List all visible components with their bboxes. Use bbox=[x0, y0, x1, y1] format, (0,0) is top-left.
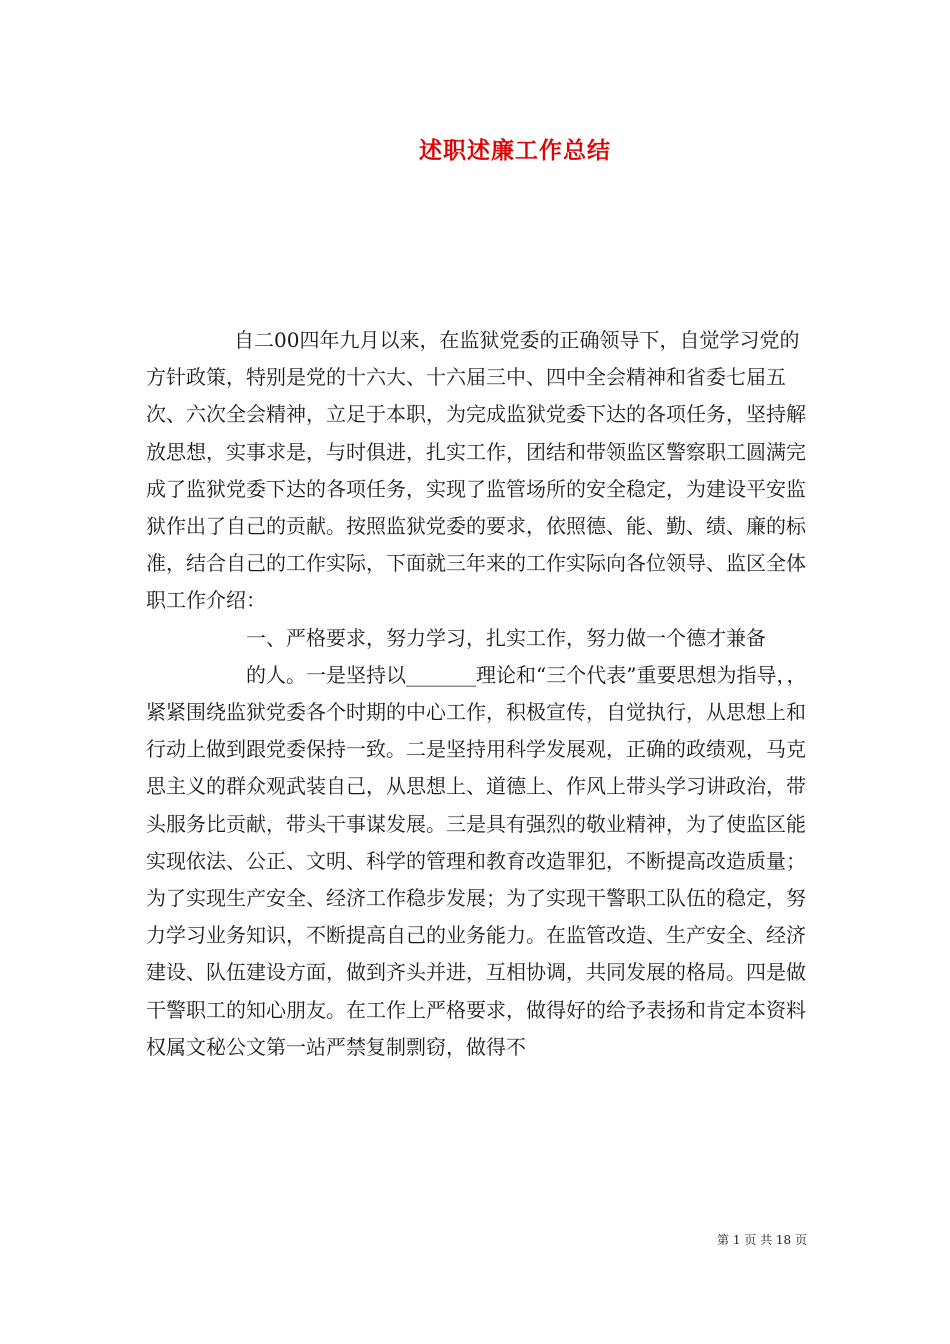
paragraph-section-1: 的人。一是坚持以_______理论和“三个代表”重要思想为指导，，紧紧围绕监狱党委各个时期的中心工作，积极宣传，自觉执行，从思想上和行动上做到跟党委保持一致。二是坚持用科学发展观，正确的政绩观，马克思主义的群众观武装自己，从思想上、道德上、作风上带头学习讲政治，带头服务比贡献，带头干事谋发展。三是具有强烈的敬业精神，为了使监区能实现依法、公正、文明、科学的管理和教育改造罪犯，不断提高改造质量；为了实现生产安全、经济工作稳步发展；为了实现干警职工队伍的稳定，努力学习业务知识，不断提高自己的业务能力。在监管改造、生产安全、经济建设、队伍建设方面，做到齐头并进，互相协调，共同发展的格局。四是做干警职工的知心朋友。在工作上严格要求，做得好的给予表扬和肯定本资料权属文秘公文第一站严禁复制剽窃，做得不 bbox=[146, 662, 807, 1059]
document-title: 述职述廉工作总结 bbox=[419, 137, 611, 164]
page-footer: 第 1 页 共 18 页 bbox=[717, 1233, 807, 1247]
section-heading-1: 一、严格要求，努力学习，扎实工作，努力做一个德才兼备 bbox=[246, 625, 766, 650]
document-body bbox=[146, 322, 810, 1066]
paragraph-intro: 自二00四年九月以来，在监狱党委的正确领导下，自觉学习党的方针政策，特别是党的十六大、十六届三中、四中全会精神和省委七届五次、六次全会精神，立足于本职，为完成监狱党委下达的各项任务，坚持解放思想，实事求是，与时俱进，扎实工作，团结和带领监区警察职工圆满完成了监狱党委下达的各项任务，实现了监管场所的安全稳定，为建设平安监狱作出了自己的贡献。按照监狱党委的要求，依照德、能、勤、绩、廉的标准，结合自己的工作实际，下面就三年来的工作实际向各位领导、监区全体职工作介绍： bbox=[146, 328, 806, 613]
